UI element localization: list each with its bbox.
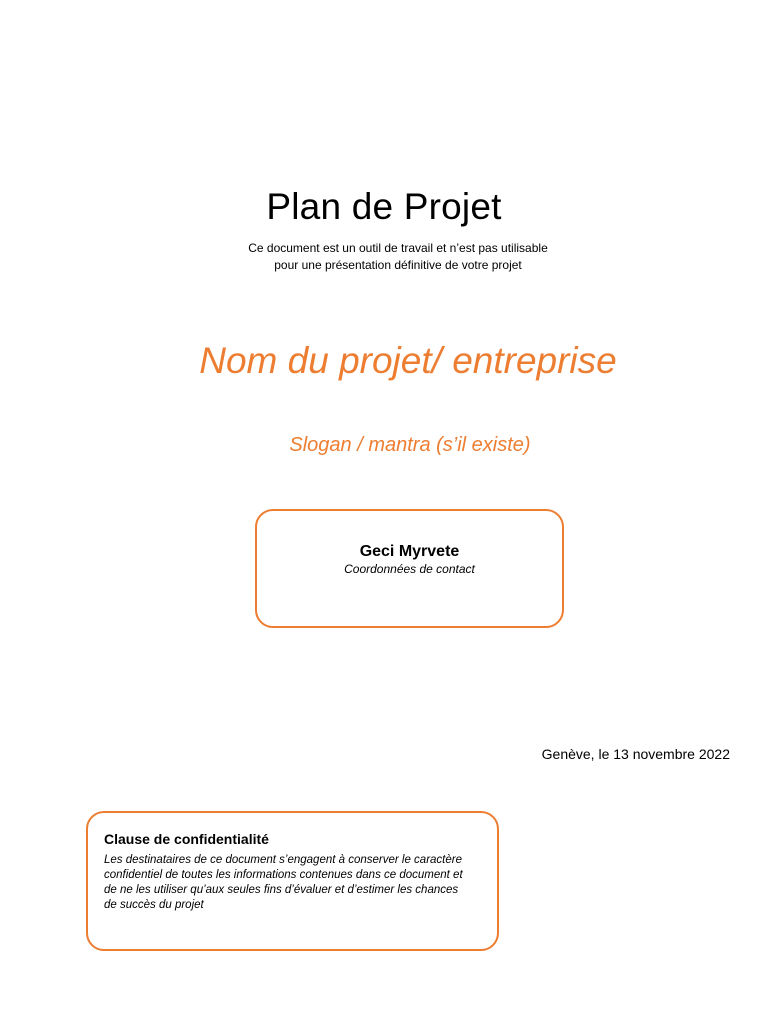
slogan-text: Slogan / mantra (s’il existe) [289, 434, 531, 456]
subtitle-line-1: Ce document est un outil de travail et n’est pas utilisable [248, 241, 548, 255]
document-subtitle [14, 240, 768, 274]
subtitle-line-2: pour une présentation définitive de votre projet [274, 258, 522, 272]
contact-box [255, 509, 564, 628]
confidentiality-text: Les destinataires de ce document s’engagent à conserver le caractère confidentiel de toutes les informations contenues dans ce document et de ne les utiliser qu’aux seules fins d’évaluer et d’estimer les chances de succès du projet [104, 854, 463, 911]
contact-name: Geci Myrvete [359, 543, 460, 560]
confidentiality-box [86, 811, 499, 951]
page-title: Plan de Projet [266, 186, 502, 227]
confidentiality-title: Clause de confidentialité [104, 831, 269, 847]
contact-details: Coordonnées de contact [344, 562, 475, 576]
project-name-heading: Nom du projet/ entreprise [199, 340, 617, 381]
date-location: Genève, le 13 novembre 2022 [541, 746, 730, 762]
